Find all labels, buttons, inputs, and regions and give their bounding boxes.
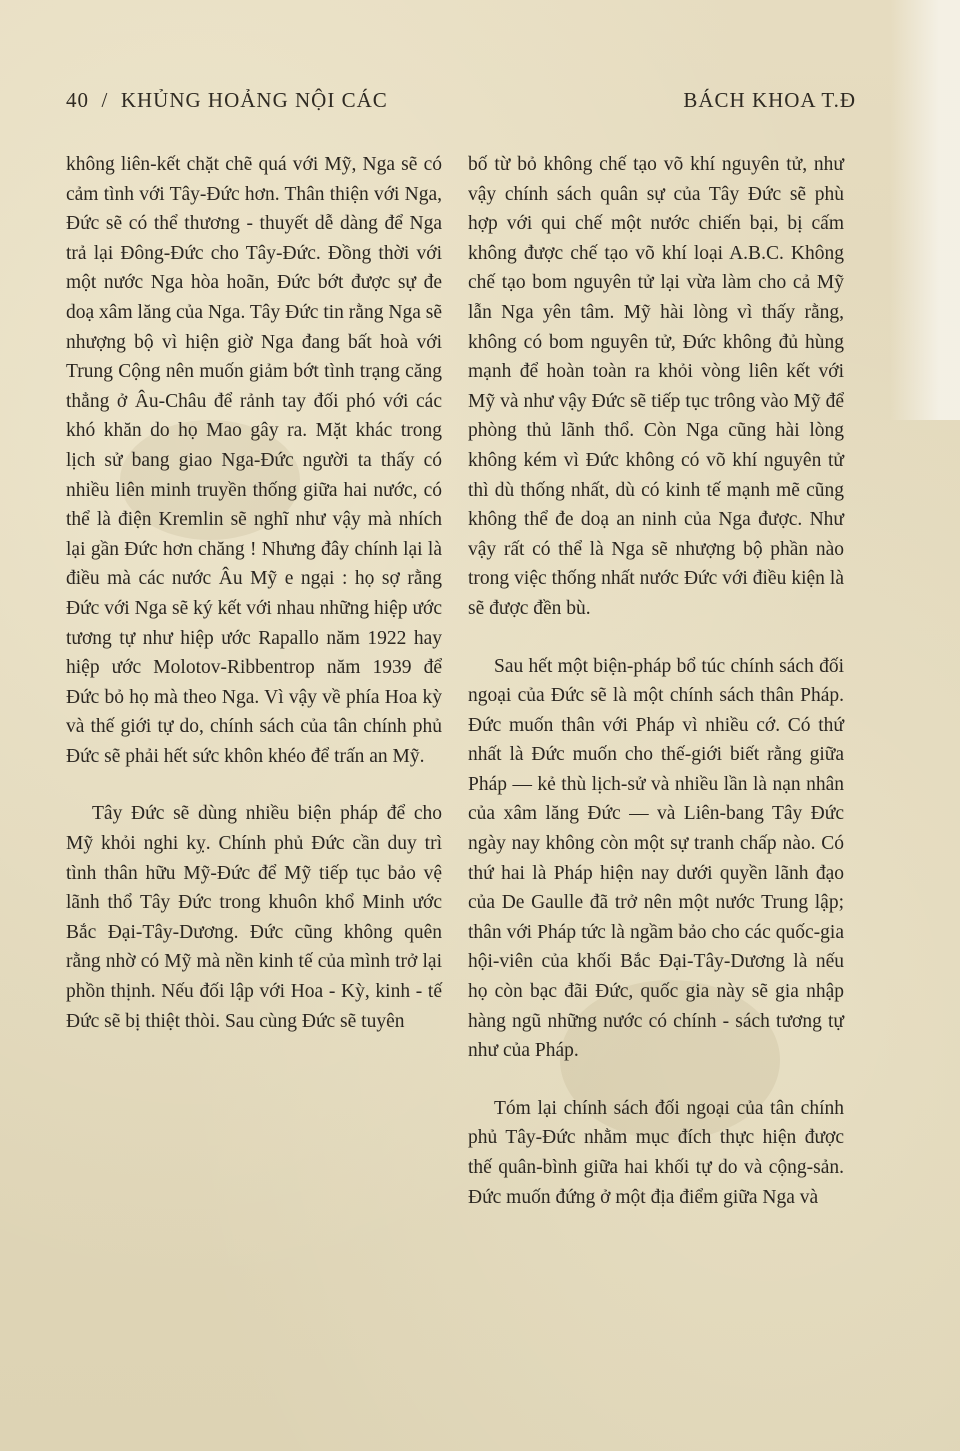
publication-name: BÁCH KHOA T.Đ: [683, 88, 856, 112]
section-title: KHỦNG HOẢNG NỘI CÁC: [120, 88, 388, 112]
running-header: [66, 88, 856, 120]
header-separator: /: [101, 88, 109, 112]
paragraph: bố từ bỏ không chế tạo võ khí nguyên tử, như vậy chính sách quân sự của Tây Đức sẽ phù hợp với qui chế một nước chiến bại, bị cấm không được chế tạo võ khí loại A.B.C. Không chế tạo bom nguyên tử lại vừa làm cho cả Mỹ lẫn Nga yên tâm. Mỹ hài lòng vì thấy rằng, không có bom nguyên tử, Đức không đủ hùng mạnh để hoàn toàn ra khỏi vòng liên kết với Mỹ và như vậy Đức sẽ tiếp tục trông vào Mỹ để phòng thủ lãnh thổ. Còn Nga cũng hài lòng không kém vì Đức không có võ khí nguyên tử thì dù thống nhất, dù có kinh tế mạnh mẽ cũng không thể đe doạ an ninh của Nga được. Như vậy rất có thể là Nga sẽ nhượng bộ phần nào trong việc thống nhất nước Đức với điều kiện là sẽ được đền bù.: [468, 154, 844, 619]
paragraph: Tóm lại chính sách đối ngoại của tân chính phủ Tây-Đức nhằm mục đích thực hiện được thế quân-bình giữa hai khối tự do và cộng-sản. Đức muốn đứng ở một địa điểm giữa Nga và: [468, 1097, 844, 1208]
header-left: [66, 88, 388, 113]
paragraph: không liên-kết chặt chẽ quá với Mỹ, Nga sẽ có cảm tình với Tây-Đức hơn. Thân thiện với Nga, Đức sẽ có thể thương - thuyết dễ dàng để Nga trả lại Đông-Đức cho Tây-Đức. Đồng thời với một nước Nga hòa hoãn, Đức bớt được sự đe doạ xâm lăng của Nga. Tây Đức tin rằng Nga sẽ nhượng bộ vì hiện giờ Nga đang bất hoà với Trung Cộng nên muốn giảm bớt tình trạng căng thẳng ở Âu-Châu để rảnh tay đối phó với các khó khăn do họ Mao gây ra. Mặt khác trong lịch sử bang giao Nga-Đức người ta thấy có nhiều liên minh truyền thống giữa hai nước, có thể là điện Kremlin sẽ nghĩ như vậy mà nhích lại gần Đức hơn chăng ! Nhưng đây chính lại là điều mà các nước Âu Mỹ e ngại : họ sợ rằng Đức với Nga sẽ ký kết với nhau những hiệp ước tương tự như hiệp ước Rapallo năm 1922 hay hiệp ước Molotov-Ribbentrop năm 1939 để Đức bỏ họ mà theo Nga. Vì vậy về phía Hoa kỳ và thế giới tự do, chính sách của tân chính phủ Đức sẽ phải hết sức khôn khéo để trấn an Mỹ.: [66, 154, 442, 767]
paragraph: Tây Đức sẽ dùng nhiều biện pháp để cho Mỹ khỏi nghi kỵ. Chính phủ Đức cần duy trì tình thân hữu Mỹ-Đức để Mỹ tiếp tục bảo vệ lãnh thổ Tây Đức trong khuôn khổ Minh ước Bắc Đại-Tây-Dương. Đức cũng không quên rằng nhờ có Mỹ mà nền kinh tế của mình trở lại phồn thịnh. Nếu đối lập với Hoa - Kỳ, kinh - tế Đức sẽ bị thiệt thòi. Sau cùng Đức sẽ tuyên: [66, 803, 442, 1032]
torn-page-edge: [890, 0, 960, 420]
paragraph: Sau hết một biện-pháp bổ túc chính sách đối ngoại của Đức sẽ là một chính sách thân Pháp. Đức muốn thân với Pháp vì nhiều cớ. Có thứ nhất là Đức muốn cho thế-giới biết rằng giữa Pháp — kẻ thù lịch-sử và nhiều lần là nạn nhân của xâm lăng Đức — và Liên-bang Tây Đức ngày nay không còn một sự tranh chấp nào. Có thứ hai là Pháp hiện nay dưới quyền lãnh đạo của De Gaulle đã trở nên một nước Trung lập; thân với Pháp tức là ngầm bảo cho các quốc-gia hội-viên của khối Bắc Đại-Tây-Dương là nếu họ còn bạc đãi Đức, quốc gia này sẽ gia nhập hàng ngũ những nước có chính - sách tương tự như của Pháp.: [468, 655, 844, 1062]
left-column: [66, 150, 442, 1036]
page-number: 40: [66, 88, 89, 112]
right-column: [468, 150, 844, 1212]
